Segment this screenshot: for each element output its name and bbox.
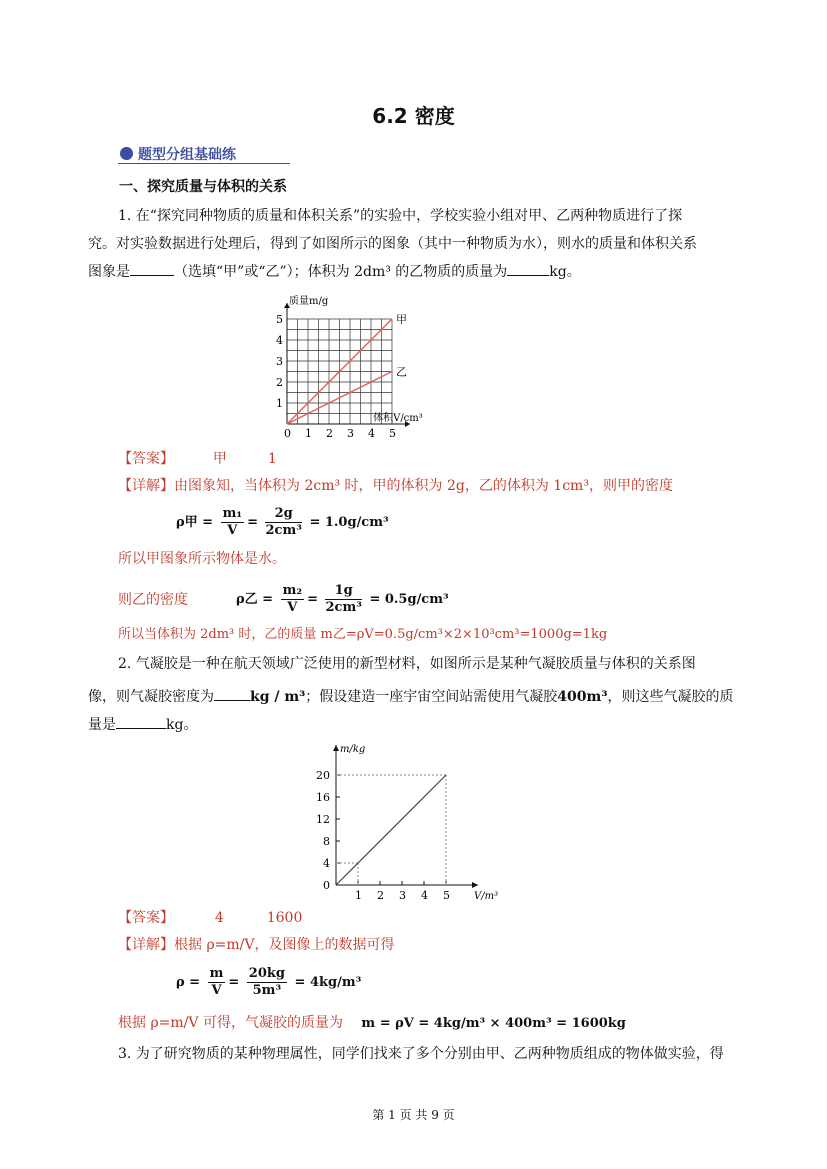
y-axis-label: 质量m/g [289,296,329,307]
bullet-icon [120,147,133,160]
answer-value-2: 1600 [266,910,303,926]
y-tick-label: 8 [323,835,330,848]
denominator: 2cm³ [325,600,362,615]
y-tick-label: 4 [323,857,330,870]
q3-line1: 3. 为了研究物质的某种物理属性，同学们找来了多个分别由甲、乙两种物质组成的物体做实验，得 [118,1046,724,1062]
chart-2-series [336,775,446,885]
numerator: 20kg [248,966,285,981]
chart-1 [260,292,440,442]
q2-line3-a: 量是 [88,717,116,733]
y-axis-label: m/kg [340,744,366,755]
page-footer: 第 1 页 共 9 页 [372,1108,455,1122]
y-tick-label: 4 [276,334,283,347]
chart-2 [300,738,510,908]
answer-blank-3[interactable] [214,686,250,701]
series-label: 甲 [396,313,407,326]
q1-line3-a: 图象是 [88,264,130,280]
detail-text: 根据 ρ=m/V，及图像上的数据可得 [174,937,395,953]
x-tick-label: 5 [443,889,450,902]
y-axis-arrow-icon [333,745,339,751]
fraction [325,583,361,616]
q1-final-line: 所以当体积为 2dm³ 时，乙的质量 m乙=ρV=0.5g/cm³×2×10³cm³=1000g=1kg [118,627,608,642]
x-tick-label: 5 [389,427,396,440]
q1-detail [118,473,673,499]
series-line [336,775,446,885]
y-tick-label: 1 [276,397,283,410]
q2-line1: 2. 气凝胶是一种在航天领域广泛使用的新型材料，如图所示是某种气凝胶质量与体积的关系图 [118,656,696,672]
q2-line2 [88,684,733,710]
formula-3: ρ = $\frac{m}{V}$ = $\frac{20kg}{\text{5m³}}$ = 4kg/m³ [176,966,362,998]
x-axis-label: 体积V/cm³ [373,413,423,424]
y-tick-label: 0 [323,879,330,892]
y-tick-label: 16 [316,791,330,804]
section-banner [118,144,290,164]
fraction [247,966,287,999]
formula-3-lhs: ρ = [176,975,201,990]
x-tick-label: 0 [284,427,291,440]
q1-line1: 1. 在“探究同种物质的质量和体积关系”的实验中，学校实验小组对甲、乙两种物质进行了探 [118,208,683,224]
answer-label: 【答案】 [118,910,174,926]
answer-blank-1[interactable] [130,261,174,276]
page-title: 6.2 密度 [372,104,455,128]
y-tick-label: 20 [316,769,330,782]
q1-line3-c: kg。 [549,264,581,280]
q2-final-formula: m = ρV = 4kg/m³ × 400m³ = 1600kg [361,1016,626,1031]
x-tick-label: 3 [347,427,354,440]
q2-final-text: 根据 ρ=m/V 可得，气凝胶的质量为 [118,1015,343,1031]
x-tick-label: 4 [368,427,375,440]
x-tick-label: 3 [399,889,406,902]
numerator: m₂ [282,583,303,598]
numerator: m₁ [222,506,243,521]
x-tick-label: 2 [377,889,384,902]
q1-answer-row [118,446,277,472]
formula-1-rhs: = 1.0g/cm³ [309,515,389,530]
q1-line2: 究。对实验数据进行处理后，得到了如图所示的图象（其中一种物质为水），则水的质量和体积关系 [88,236,697,252]
formula-2: ρ乙 = $\frac{\text{m₂}}{V}$ = $\frac{1g}{\text{2cm³}}$ = 0.5g/cm³ [236,583,449,615]
q2-detail [118,932,395,958]
formula-1: ρ甲 = $\frac{\text{m₁}}{V}$ = $\frac{2g}{\text{2cm³}}$ = 1.0g/cm³ [176,506,389,538]
q1-line3-b: （选填“甲”或“乙”）；体积为 2dm³ 的乙物质的质量为 [174,264,508,280]
denominator: V [227,523,238,538]
series-label: 乙 [396,365,407,379]
q2-final-line [118,1010,626,1037]
q2-unit: kg / m³ [250,689,306,705]
answer-label: 【答案】 [118,451,174,467]
x-axis-label: V/m³ [474,891,499,902]
denominator: V [287,600,298,615]
formula-2-rhs: = 0.5g/cm³ [369,592,449,607]
x-axis-arrow-icon [472,882,478,888]
answer-blank-4[interactable] [116,714,166,729]
fraction [221,506,244,539]
answer-value-2: 1 [267,451,277,467]
q1-line3 [88,259,581,285]
q2-answer-row [118,905,302,931]
denominator: 5m³ [252,983,282,998]
section-heading: 一、探究质量与体积的关系 [119,179,287,195]
x-tick-label: 2 [326,427,333,440]
x-tick-label: 4 [421,889,428,902]
banner-underline [118,163,290,164]
q2-line2-e: ，则这些气凝胶的质 [607,689,734,705]
y-tick-label: 2 [276,376,283,389]
q2-line3-b: kg。 [166,717,198,733]
numerator: m [209,966,224,981]
detail-text: 由图象知，当体积为 2cm³ 时，甲的体积为 2g，乙的体积为 1cm³，则甲的密度 [174,478,673,494]
banner-label: 题型分组基础练 [138,147,236,163]
q1-water-line: 所以甲图象所示物体是水。 [118,551,286,567]
q2-line2-c: ；假设建造一座宇宙空间站需使用气凝胶 [305,689,558,705]
q2-line3 [88,712,197,738]
fraction [281,583,304,616]
q1-yi-label: 则乙的密度 [118,592,188,608]
numerator: 2g [265,506,301,523]
formula-2-lhs: ρ乙 = [236,592,274,607]
x-tick-label: 1 [305,427,312,440]
denominator: V [211,983,222,998]
answer-value-1: 4 [214,910,224,926]
formula-1-lhs: ρ甲 = [176,515,214,530]
detail-label: 【详解】 [118,478,174,494]
fraction [265,506,301,539]
y-tick-label: 12 [316,813,330,826]
y-tick-label: 3 [276,355,283,368]
detail-label: 【详解】 [118,937,174,953]
answer-value-1: 甲 [212,451,227,467]
formula-3-rhs: = 4kg/m³ [294,975,362,990]
numerator: 1g [325,583,361,600]
q2-line2-a: 像，则气凝胶密度为 [88,689,214,705]
denominator: 2cm³ [265,523,302,538]
x-tick-label: 1 [355,889,362,902]
fraction [208,966,226,999]
answer-blank-2[interactable] [507,261,549,276]
y-tick-label: 5 [276,313,283,326]
q2-volume: 400m³ [557,689,608,705]
